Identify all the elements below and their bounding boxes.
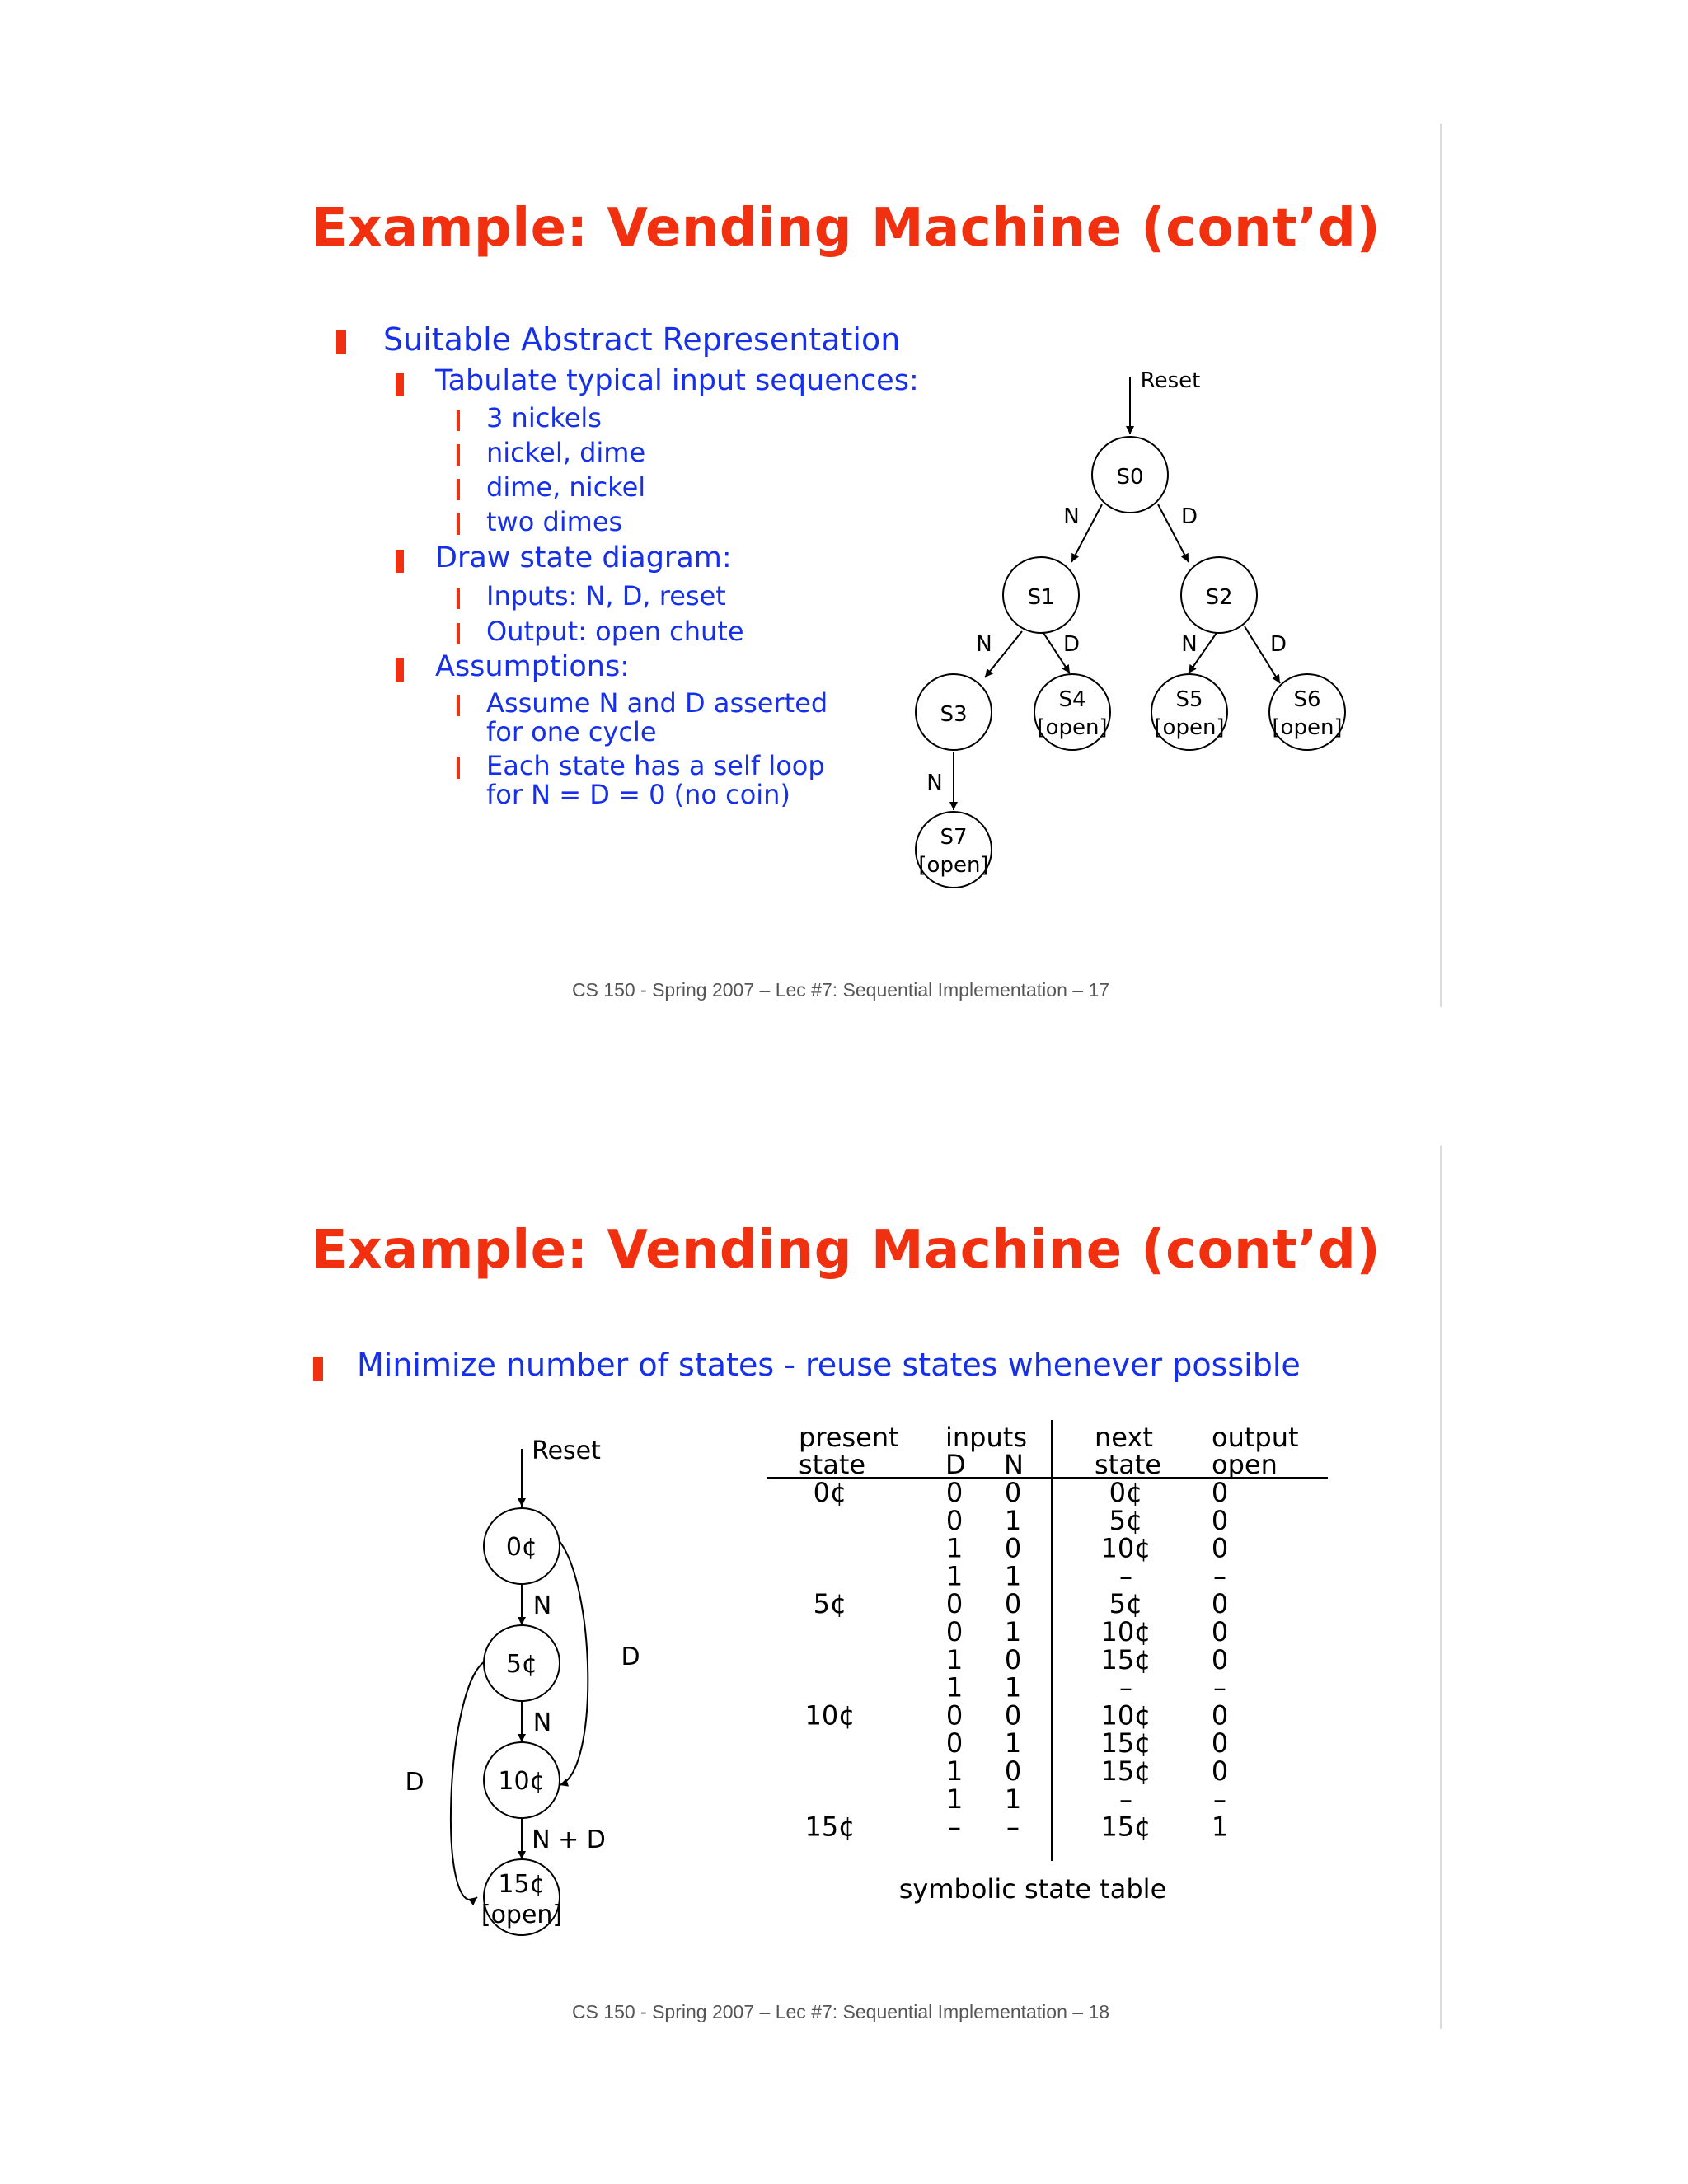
state-diagram-tree — [0, 0, 1688, 1022]
table-row — [946, 1783, 1226, 1815]
edge-label: D — [1180, 504, 1198, 529]
input-n-cell: 1 — [1004, 1616, 1022, 1647]
header-n: N — [1004, 1449, 1024, 1480]
state-output: [open] — [918, 853, 989, 878]
input-d-cell: 0 — [945, 1699, 964, 1732]
present-state-cell: 10¢ — [804, 1699, 856, 1732]
edge-label: N — [532, 1708, 552, 1737]
bullet-minimize: Minimize number of states - reuse states whenever possible — [357, 1347, 1301, 1383]
state-label: S5 — [1175, 687, 1203, 712]
state-label: S1 — [1027, 585, 1055, 610]
input-d-cell: 0 — [945, 1477, 964, 1508]
input-n-cell: – — [1006, 1811, 1020, 1843]
symbolic-state-table — [0, 1022, 1688, 2044]
input-n-cell: 0 — [1004, 1588, 1022, 1620]
input-n-cell: 1 — [1004, 1727, 1022, 1760]
next-state-cell: 10¢ — [1100, 1699, 1151, 1732]
input-d-cell: 0 — [945, 1727, 964, 1760]
bullet-tabulate: Tabulate typical input sequences: — [435, 364, 919, 397]
header-present: present — [799, 1422, 899, 1453]
table-caption: symbolic state table — [898, 1873, 1167, 1905]
table-row — [804, 1811, 1228, 1843]
output-open-cell: 0 — [1211, 1699, 1229, 1732]
edge-label: N — [1063, 504, 1080, 529]
reset-label: Reset — [1140, 368, 1201, 393]
state-label: 0¢ — [505, 1533, 538, 1562]
header-next: next — [1095, 1422, 1153, 1453]
state-label: S3 — [940, 702, 968, 727]
next-state-cell: 15¢ — [1100, 1755, 1151, 1787]
reset-label: Reset — [532, 1436, 601, 1465]
table-row — [814, 1477, 1229, 1508]
state-output: [open] — [1272, 715, 1343, 740]
edge-label: N — [532, 1591, 552, 1620]
input-n-cell: 1 — [1004, 1560, 1022, 1592]
next-state-cell: 10¢ — [1100, 1532, 1151, 1564]
input-d-cell: 1 — [945, 1755, 964, 1787]
slide-17 — [0, 0, 1688, 1022]
table-headers — [799, 1422, 1299, 1480]
bullet-representation: Suitable Abstract Representation — [383, 321, 901, 358]
next-state-cell: 15¢ — [1100, 1727, 1151, 1760]
edge-label: D — [1062, 632, 1081, 657]
table-row — [946, 1560, 1226, 1591]
input-d-cell: 1 — [945, 1560, 964, 1592]
input-n-cell: 0 — [1004, 1699, 1022, 1732]
assumption-text: for one cycle — [486, 716, 657, 748]
next-state-cell: – — [1119, 1783, 1132, 1815]
table-rows — [804, 1477, 1228, 1843]
input-n-cell: 1 — [1004, 1783, 1022, 1815]
table-row — [946, 1644, 1228, 1675]
input-d-cell: 1 — [945, 1671, 964, 1704]
header-d: D — [945, 1449, 966, 1480]
output-open-cell: 0 — [1211, 1643, 1229, 1675]
input-n-cell: 1 — [1004, 1671, 1022, 1704]
next-state-cell: 5¢ — [1109, 1504, 1143, 1536]
table-row — [946, 1616, 1228, 1647]
output-open-cell: – — [1213, 1671, 1226, 1704]
table-row — [946, 1727, 1228, 1759]
state-label: 5¢ — [505, 1650, 538, 1679]
sequence-item: two dimes — [486, 506, 623, 537]
next-state-cell: 10¢ — [1100, 1616, 1151, 1647]
table-row — [946, 1755, 1228, 1787]
state-output: [open] — [1154, 715, 1225, 740]
next-state-cell: – — [1119, 1671, 1132, 1704]
slide-18 — [0, 1022, 1688, 2044]
output-open-cell: – — [1213, 1783, 1226, 1815]
table-row — [946, 1505, 1228, 1536]
input-n-cell: 0 — [1004, 1477, 1022, 1508]
edge-label: N — [976, 632, 992, 657]
state-label: S2 — [1205, 585, 1233, 610]
output-open-cell: 1 — [1211, 1811, 1229, 1843]
slide-footer: CS 150 - Spring 2007 – Lec #7: Sequential Implementation – 17 — [571, 979, 1110, 1001]
output-open-cell: 0 — [1211, 1616, 1229, 1647]
present-state-cell: 5¢ — [813, 1588, 847, 1620]
next-state-cell: 15¢ — [1100, 1811, 1151, 1843]
input-n-cell: 1 — [1004, 1504, 1022, 1536]
state-label: 15¢ — [498, 1870, 546, 1899]
next-state-cell: 5¢ — [1109, 1588, 1143, 1620]
slide-footer: CS 150 - Spring 2007 – Lec #7: Sequential Implementation – 18 — [571, 2001, 1110, 2022]
input-d-cell: 1 — [945, 1532, 964, 1564]
present-state-cell: 15¢ — [804, 1811, 856, 1843]
state-label: S7 — [940, 825, 968, 850]
assumption-text: for N = D = 0 (no coin) — [486, 779, 790, 810]
diagram-item: Inputs: N, D, reset — [486, 580, 726, 612]
present-state-cell: 0¢ — [813, 1477, 847, 1508]
header-next-state: state — [1095, 1449, 1162, 1480]
input-d-cell: 1 — [945, 1643, 964, 1675]
edge-label: N + D — [532, 1825, 606, 1854]
edge-label: D — [621, 1643, 640, 1671]
header-open: open — [1212, 1449, 1278, 1480]
assumption-text: Assume N and D asserted — [486, 687, 828, 719]
edge-label: N — [926, 771, 943, 795]
state-label: S4 — [1058, 687, 1086, 712]
state-output: [open] — [1037, 715, 1108, 740]
next-state-cell: 0¢ — [1109, 1477, 1143, 1508]
input-d-cell: 1 — [945, 1783, 964, 1815]
header-output: output — [1212, 1422, 1299, 1453]
input-d-cell: 0 — [945, 1504, 964, 1536]
output-open-cell: 0 — [1211, 1477, 1229, 1508]
diagram-item: Output: open chute — [486, 616, 744, 647]
edge-label: D — [405, 1768, 424, 1797]
input-n-cell: 0 — [1004, 1532, 1022, 1564]
input-d-cell: 0 — [945, 1588, 964, 1620]
table-row — [804, 1699, 1228, 1731]
table-row — [946, 1533, 1228, 1564]
state-label: S0 — [1116, 465, 1144, 490]
edge-label: D — [1269, 632, 1287, 657]
next-state-cell: – — [1119, 1560, 1132, 1592]
sequence-item: 3 nickels — [486, 402, 602, 434]
output-open-cell: 0 — [1211, 1755, 1229, 1787]
input-d-cell: – — [948, 1811, 961, 1843]
bullet-assumptions: Assumptions: — [435, 650, 630, 683]
table-row — [814, 1588, 1229, 1619]
input-n-cell: 0 — [1004, 1755, 1022, 1787]
bullet-draw-diagram: Draw state diagram: — [435, 541, 732, 574]
state-label: 10¢ — [498, 1767, 546, 1796]
output-open-cell: 0 — [1211, 1532, 1229, 1564]
slide-title: Example: Vending Machine (cont’d) — [312, 198, 1381, 259]
state-label: S6 — [1293, 687, 1321, 712]
edge-label: N — [1181, 632, 1198, 657]
table-row — [946, 1672, 1226, 1704]
output-open-cell: 0 — [1211, 1727, 1229, 1760]
input-n-cell: 0 — [1004, 1643, 1022, 1675]
output-open-cell: 0 — [1211, 1588, 1229, 1620]
input-d-cell: 0 — [945, 1616, 964, 1647]
sequence-item: dime, nickel — [486, 471, 646, 503]
state-output: [open] — [481, 1900, 563, 1929]
header-inputs: inputs — [945, 1422, 1027, 1453]
header-state: state — [799, 1449, 866, 1480]
slide-title: Example: Vending Machine (cont’d) — [312, 1220, 1381, 1281]
assumption-text: Each state has a self loop — [486, 750, 825, 781]
sequence-item: nickel, dime — [486, 437, 646, 468]
output-open-cell: 0 — [1211, 1504, 1229, 1536]
output-open-cell: – — [1213, 1560, 1226, 1592]
next-state-cell: 15¢ — [1100, 1643, 1151, 1675]
